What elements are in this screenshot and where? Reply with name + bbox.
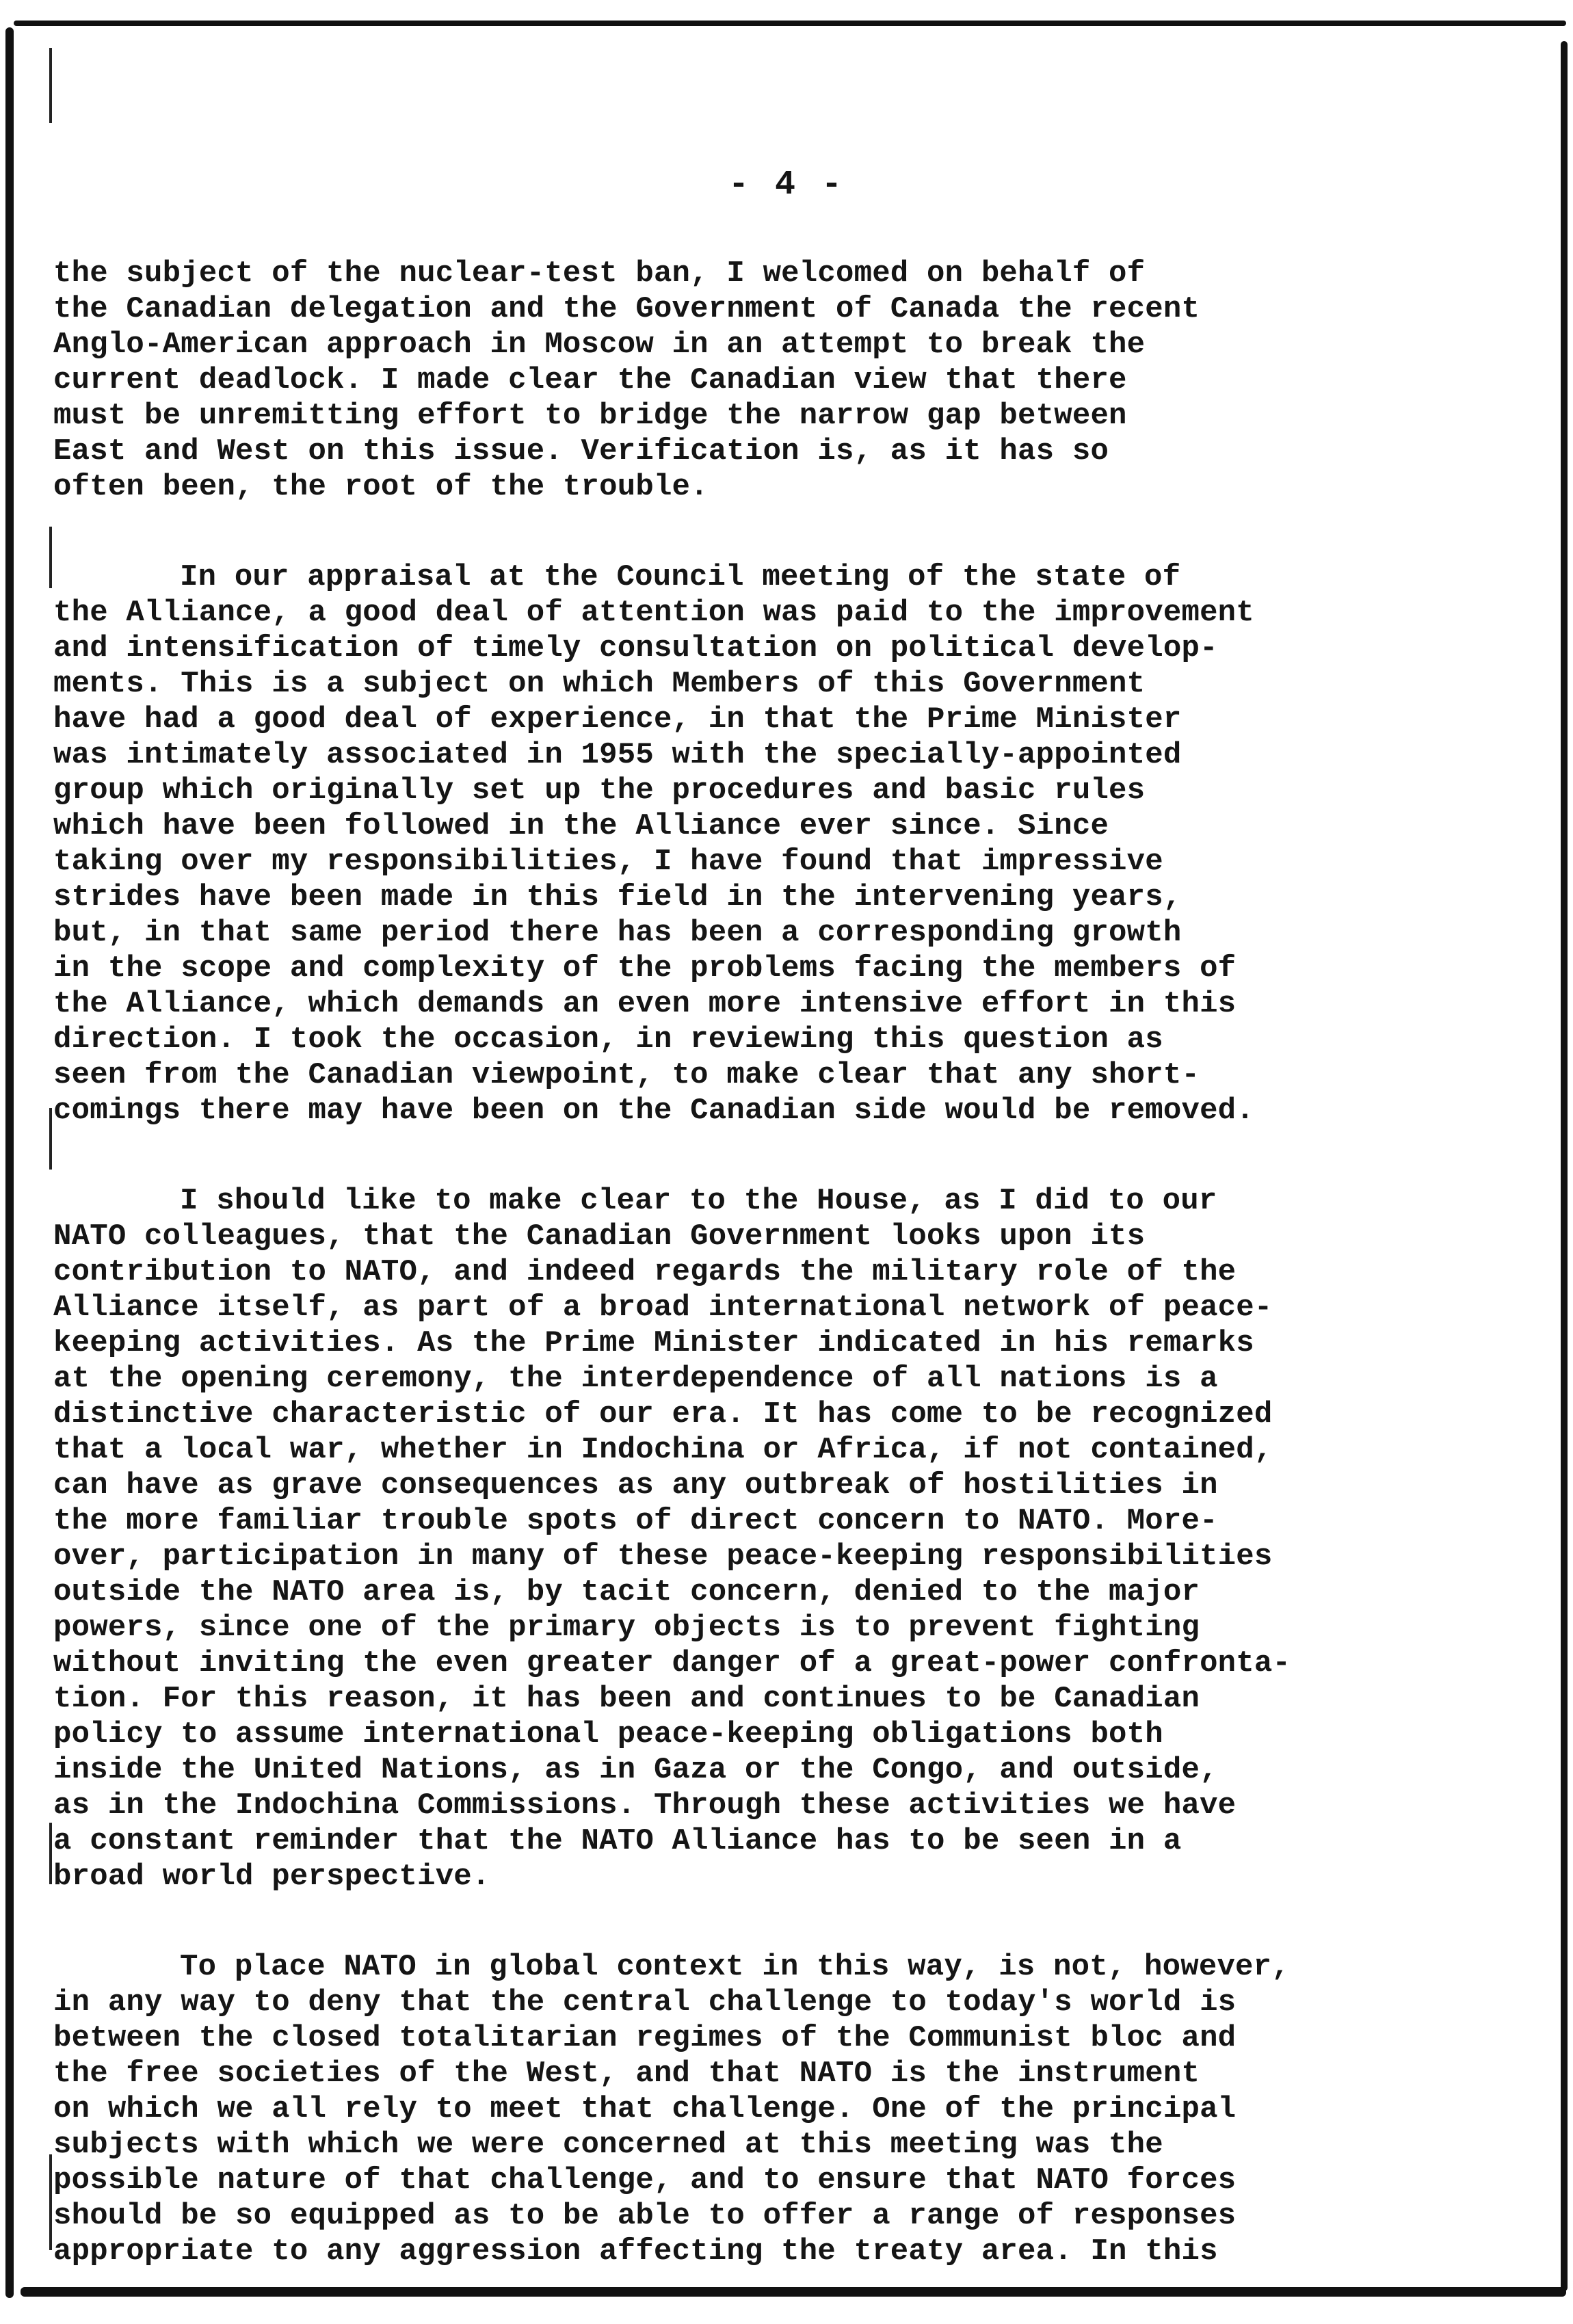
text-line: as in the Indochina Commissions. Through these activities we have — [53, 1788, 1237, 1823]
text-line: subjects with which we were concerned at this meeting was the — [53, 2128, 1163, 2162]
text-line: Alliance itself, as part of a broad international network of peace- — [53, 1291, 1273, 1325]
text-line: the free societies of the West, and that NATO is the instrument — [53, 2057, 1200, 2091]
text-line: the subject of the nuclear-test ban, I welcomed on behalf of — [53, 256, 1146, 291]
text-line: over, participation in many of these peace-keeping responsibilities — [53, 1540, 1273, 1574]
text-line: should be so equipped as to be able to offer a range of responses — [53, 2199, 1237, 2233]
paragraph — [53, 256, 1469, 505]
page-edge-right — [1561, 41, 1568, 2291]
text-line: inside the United Nations, as in Gaza or the Congo, and outside, — [53, 1753, 1218, 1787]
paragraph — [53, 1183, 1469, 1894]
text-line: keeping activities. As the Prime Minister indicated in his remarks — [53, 1326, 1254, 1360]
margin-mark — [49, 2154, 52, 2250]
text-line: powers, since one of the primary objects is to prevent fighting — [53, 1611, 1200, 1645]
text-line: tion. For this reason, it has been and continues to be Canadian — [53, 1682, 1200, 1716]
text-line: the Alliance, which demands an even more intensive effort in this — [53, 987, 1237, 1021]
margin-mark — [49, 527, 52, 588]
text-line: policy to assume international peace-keeping obligations both — [53, 1717, 1163, 1752]
text-line: contribution to NATO, and indeed regards the military role of the — [53, 1255, 1237, 1289]
text-line: strides have been made in this field in the intervening years, — [53, 880, 1182, 914]
text-line: on which we all rely to meet that challenge. One of the principal — [53, 2092, 1237, 2126]
paragraph — [53, 559, 1469, 1128]
text-line — [53, 1183, 1469, 1219]
text-line: appropriate to any aggression affecting the treaty area. In this — [53, 2234, 1218, 2269]
text-line: seen from the Canadian viewpoint, to make clear that any short- — [53, 1058, 1200, 1092]
text-line: East and West on this issue. Verification is, as it has so — [53, 434, 1109, 468]
page-number: - 4 - — [728, 166, 845, 204]
text-line: comings there may have been on the Canadian side would be removed. — [53, 1094, 1254, 1128]
text-line: between the closed totalitarian regimes of the Communist bloc and — [53, 2021, 1237, 2055]
document-body — [53, 256, 1469, 2324]
text-line: the more familiar trouble spots of direct concern to NATO. More- — [53, 1504, 1218, 1538]
text-line: direction. I took the occasion, in reviewing this question as — [53, 1022, 1163, 1057]
text-line: NATO colleagues, that the Canadian Government looks upon its — [53, 1219, 1146, 1254]
text-line: often been, the root of the trouble. — [53, 470, 709, 504]
text-line: distinctive characteristic of our era. It has come to be recognized — [53, 1397, 1273, 1431]
text-line-content: I should like to make clear to the House, as I did to our — [180, 1184, 1217, 1218]
text-line: which have been followed in the Alliance ever since. Since — [53, 809, 1109, 843]
text-line: must be unremitting effort to bridge the narrow gap between — [53, 399, 1127, 433]
margin-mark — [49, 48, 52, 123]
text-line: have had a good deal of experience, in that the Prime Minister — [53, 702, 1182, 737]
text-line-content: In our appraisal at the Council meeting of the state of — [180, 560, 1181, 594]
text-line: ments. This is a subject on which Members of this Government — [53, 667, 1146, 701]
text-line: outside the NATO area is, by tacit concern, denied to the major — [53, 1575, 1200, 1609]
text-line: broad world perspective. — [53, 1860, 490, 1894]
text-line: Anglo-American approach in Moscow in an attempt to break the — [53, 328, 1146, 362]
text-line: the Canadian delegation and the Government of Canada the recent — [53, 292, 1200, 326]
text-line: that a local war, whether in Indochina or Africa, if not contained, — [53, 1433, 1273, 1467]
text-line: and intensification of timely consultation on political develop- — [53, 631, 1218, 665]
margin-mark — [49, 1823, 52, 1884]
page-edge-top — [14, 21, 1566, 26]
text-line: group which originally set up the procedures and basic rules — [53, 774, 1146, 808]
text-line — [53, 559, 1469, 595]
text-line: current deadlock. I made clear the Canadian view that there — [53, 363, 1127, 397]
text-line: possible nature of that challenge, and to ensure that NATO forces — [53, 2163, 1237, 2197]
text-line: at the opening ceremony, the interdependence of all nations is a — [53, 1362, 1218, 1396]
text-line: without inviting the even greater danger of a great-power confronta- — [53, 1646, 1291, 1680]
page-edge-left — [5, 27, 14, 2298]
text-line: a constant reminder that the NATO Alliance has to be seen in a — [53, 1824, 1182, 1858]
text-line: but, in that same period there has been a corresponding growth — [53, 916, 1182, 950]
text-line: in any way to deny that the central challenge to today's world is — [53, 1985, 1237, 2020]
paragraph — [53, 1949, 1469, 2269]
text-line: the Alliance, a good deal of attention was paid to the improvement — [53, 596, 1254, 630]
text-line: in the scope and complexity of the problems facing the members of — [53, 951, 1237, 986]
text-line: can have as grave consequences as any outbreak of hostilities in — [53, 1468, 1218, 1503]
margin-mark — [49, 1108, 52, 1170]
text-line-content: To place NATO in global context in this way, is not, however, — [180, 1950, 1290, 1984]
text-line — [53, 1949, 1469, 1985]
text-line: was intimately associated in 1955 with the specially-appointed — [53, 738, 1182, 772]
text-line: taking over my responsibilities, I have found that impressive — [53, 845, 1163, 879]
